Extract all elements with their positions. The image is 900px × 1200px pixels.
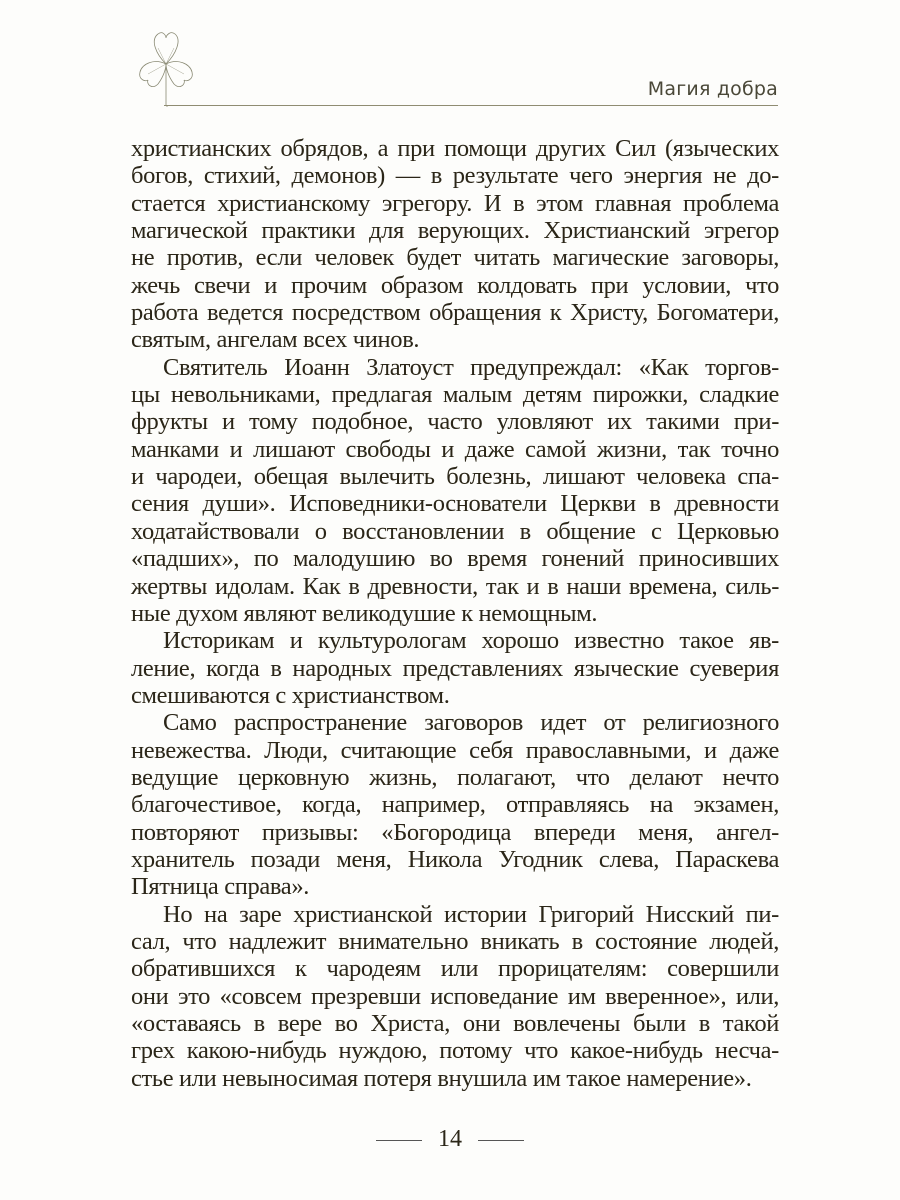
text-line: не против, если человек будет читать магические заговоры, bbox=[131, 244, 779, 272]
text-line: Историкам и культурологам хорошо известно такое яв- bbox=[163, 627, 779, 655]
text-line: магической практики для верующих. Христианский эгрегор bbox=[131, 217, 779, 245]
text-line: Само распространение заговоров идет от религиозного bbox=[163, 709, 779, 737]
text-line: ходатайствовали о восстановлении в общение с Церковью bbox=[131, 517, 779, 545]
paragraph bbox=[131, 709, 779, 900]
text-line: сения души». Исповедники-основатели Церкви в древности bbox=[131, 490, 779, 518]
text-line: невежества. Люди, считающие себя православными, и даже bbox=[131, 736, 779, 764]
text-line: цы невольниками, предлагая малым детям пирожки, сладкие bbox=[131, 381, 779, 409]
text-line: Пятница справа». bbox=[131, 873, 310, 901]
text-line: фрукты и тому подобное, часто уловляют их такими при- bbox=[131, 408, 779, 436]
text-line: смешиваются с христианством. bbox=[131, 681, 450, 709]
header-rule bbox=[164, 105, 778, 106]
text-line: благочестивое, когда, например, отправляясь на экзамен, bbox=[131, 791, 779, 819]
text-line: стается христианскому эгрегору. И в этом главная проблема bbox=[131, 189, 779, 217]
text-line: манками и лишают свободы и даже самой жизни, так точно bbox=[131, 435, 779, 463]
page-number: 14 bbox=[438, 1126, 462, 1152]
text-line: жертвы идолам. Как в древности, так и в наши времена, силь- bbox=[131, 572, 779, 600]
text-line: они это «совсем презревши исповедание им вверенное», или, bbox=[131, 982, 779, 1010]
text-line: работа ведется посредством обращения к Христу, Богоматери, bbox=[131, 299, 779, 327]
text-line: Но на заре христианской истории Григорий Нисский пи- bbox=[163, 900, 779, 928]
text-line: святым, ангелам всех чинов. bbox=[131, 326, 420, 354]
text-line: «падших», по малодушию во время гонений приносивших bbox=[131, 545, 779, 573]
text-line: грех какою-нибудь нуждою, потому что какое-нибудь несча- bbox=[131, 1037, 779, 1065]
text-line: повторяют призывы: «Богородица впереди меня, ангел- bbox=[131, 818, 779, 846]
paragraph bbox=[131, 627, 779, 709]
clover-ornament-icon bbox=[136, 24, 196, 108]
text-line: сал, что надлежит внимательно вникать в состояние людей, bbox=[131, 927, 779, 955]
text-line: ление, когда в народных представлениях языческие суеверия bbox=[131, 654, 779, 682]
text-line: ные духом являют великодушие к немощным. bbox=[131, 599, 598, 627]
paragraph bbox=[131, 135, 779, 354]
text-line: стье или невыносимая потеря внушила им такое намерение». bbox=[131, 1064, 752, 1092]
text-line: и чародеи, обещая вылечить болезнь, лишают человека спа- bbox=[131, 463, 779, 491]
text-line: ведущие церковную жизнь, полагают, что делают нечто bbox=[131, 763, 779, 791]
running-title: Магия добра bbox=[647, 78, 778, 100]
text-line: «оставаясь в вере во Христа, они вовлечены были в такой bbox=[131, 1010, 779, 1037]
folio-dash-right bbox=[478, 1140, 524, 1141]
folio-dash-left bbox=[376, 1140, 422, 1141]
paragraph bbox=[131, 901, 779, 1092]
text-line: богов, стихий, демонов) — в результате чего энергия не до- bbox=[131, 162, 779, 190]
text-line: жечь свечи и прочим образом колдовать при условии, что bbox=[131, 271, 779, 299]
paragraph bbox=[131, 354, 779, 627]
body-text bbox=[131, 135, 779, 1092]
text-line: хранитель позади меня, Никола Угодник слева, Параскева bbox=[131, 845, 779, 873]
text-line: Святитель Иоанн Златоуст предупреждал: «Как торгов- bbox=[163, 353, 779, 381]
page-footer bbox=[0, 1126, 900, 1153]
text-line: христианских обрядов, а при помощи других Сил (языческих bbox=[131, 135, 779, 162]
text-line: обратившихся к чародеям или прорицателям: совершили bbox=[131, 955, 779, 983]
